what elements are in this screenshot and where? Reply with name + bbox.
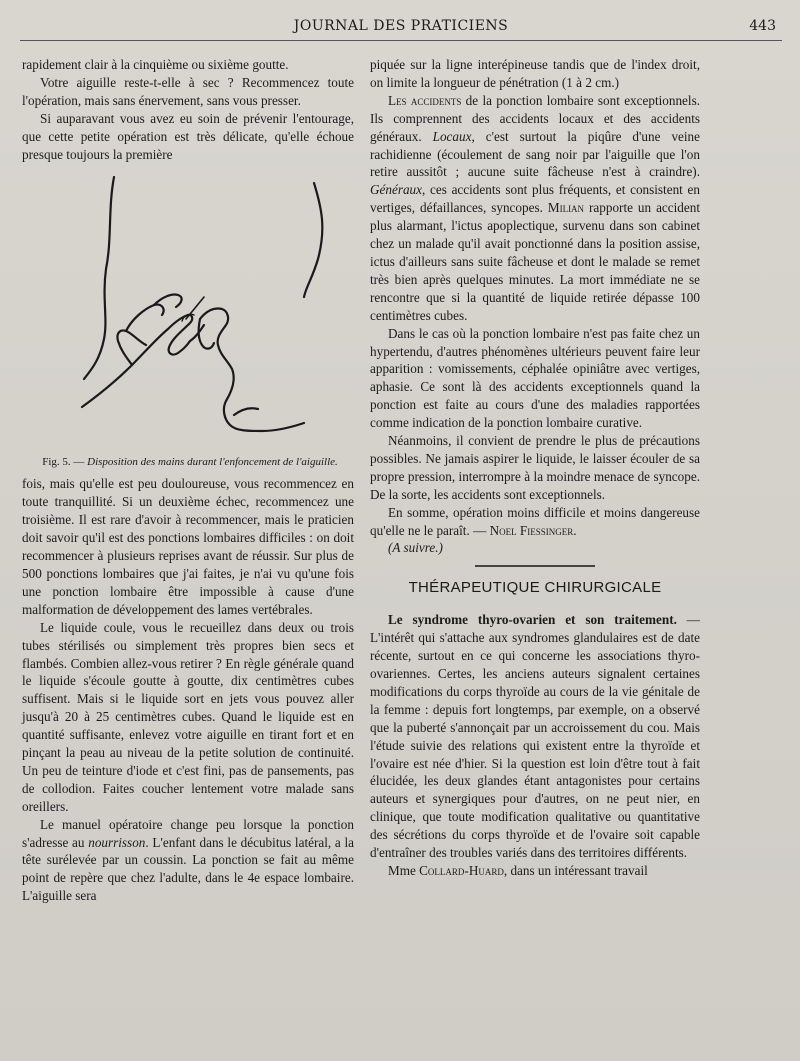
figure-hands-illustration [22,169,354,451]
figure-label: Fig. 5. — [42,456,85,469]
paragraph: Néanmoins, il convient de prendre le plus de précautions possibles. Ne jamais aspirer le liquide, le laisser écouler de sa propre pression, interrompre à la moindre menace de syncope. De la sorte, les accidents sont exceptionnels. [370,433,700,502]
text-run: — L'intérêt qui s'attache aux syndromes glandulaires est de date récente, surtout en ce qui concerne les associations thyro-ovariennes. Certes, les anciens auteurs signalent certaines modifications du corps thyroïde au cours de la vie génitale de la femme : depuis fort longtemps, par exemple, on a observé que la puberté s'annonçait par un accroissement du cou. Mais l'étude suivie des relations qui existent entre la thyroïde et l'ovaire est née d'hier. Si la question est loin d'être tout à fait élucidée, les deux glandes étant antagonistes pour certains auteurs et synergiques pour d'autres, on ne peut nier, en clinique, que toute modification qualitative ou quantitative des sécrétions du corps thyroïde et de l'ovaire soit capable d'entraîner des troubles variés dans des territoires différents. [370,612,700,861]
figure-caption-text: Disposition des mains durant l'enfoncement de l'aiguille. [87,456,338,469]
back-contour-right [304,183,322,297]
author-name: Collard-Huard [419,862,504,878]
author-name: Milian [547,200,585,216]
journal-title: JOURNAL DES PRATICIENS [293,18,509,34]
text-run: . L'enfant dans le décubitus latéral, a la tête surélevée par un coussin. La ponction se fait au même point de repère que chez l'adulte, dans le 4e espace lombaire. L'aiguille sera [22,834,354,904]
paragraph [370,862,700,880]
author-signature: Noel Fiessinger [489,522,574,538]
paragraph [370,504,700,540]
paragraph: Le liquide coule, vous le recueillez dans deux ou trois tubes stérilisés ou simplement très propres bien secs et flambés. Combien allez-vous retirer ? En règle générale quand le liquide s'écoule goutte à goutte, dix centimètres cubes suffisent. Mais si le liquide sort en jets vous pouvez aller jusqu'à 20 à 25 centimètres cubes. Quand le liquide est en quantité suffisante, enlevez votre aiguille en tirant fort et en pinçant la peau au niveau de la petite solution de continuité. Un peu de teinture d'iode et c'est fini, pas de pansements, pas de collodion. Faites coucher lentement votre malade sans oreillers. [22,619,354,814]
right-hand [200,309,234,402]
hands-needle-drawing [22,169,354,451]
page-header [20,6,782,41]
text-run: rapporte un accident plus alarmant, l'ictus apoplectique, survenu dans son cabinet chez un malade qu'il avait ponctionné dans la position assise, ictus d'ailleurs sans suite fâcheuse et dont le malade se remet très bien après quelques minutes. La mort immédiate ne se rencontre que si la quantité de liquide retirée dépasse 100 centimètres cubes. [370,200,700,323]
italic-term: Locaux [432,128,472,144]
text-run: Le manuel opératoire change peu lorsque la ponction s'adresse au [22,816,354,850]
italic-term: Généraux [370,182,422,198]
text-run: de la ponction lombaire sont exceptionnels. Ils comprennent des accidents locaux et des accidents généraux. [370,92,700,144]
small-caps-term: Les accidents [388,92,462,108]
to-be-continued: (A suivre.) [388,540,443,556]
left-hand [82,315,192,407]
figure-caption [22,455,354,469]
paragraph: Si auparavant vous avez eu soin de prévenir l'entourage, que cette petite opération est très délicate, qu'elle échoue presque toujours la première [22,110,354,162]
text-run: , dans un intéressant travail [503,862,648,878]
paragraph [22,816,354,906]
text-run: , ces accidents sont plus fréquents, et consistent en vertiges, défaillances, syncopes. [370,182,700,216]
section-divider [475,565,595,569]
paragraph: fois, mais qu'elle est peu douloureuse, vous recommencez en toute tranquillité. Si un deuxième échec, recommencez une troisième. Il est rare d'avoir à recommencer, mais le praticien doit savoir qu'il est des ponctions lombaires difficiles : on doit recommencer à plusieurs reprises avant de réussir. Sur plus de 500 ponctions lombaires que j'ai faites, je n'ai vu qu'une fois une ponction lombaire être impossible à cause d'une malformation de développement des lames vertébrales. [22,476,354,617]
page-number: 443 [749,18,776,34]
text-run: , c'est surtout la piqûre d'une veine rachidienne (écoulement de sang noir par l'aiguille que l'on retire aussitôt ; aucune suite fâcheuse n'est à craindre). [370,128,700,180]
paragraph: Votre aiguille reste-t-elle à sec ? Recommencez toute l'opération, mais sans énervement, sans vous presser. [22,74,354,108]
paragraph: piquée sur la ligne interépineuse tandis que de l'index droit, on limite la longueur de pénétration (1 à 2 cm.) [370,57,700,90]
text-run: En somme, opération moins difficile et moins dangereuse qu'elle ne le paraît. — [370,504,700,538]
italic-term: nourrisson [88,834,146,850]
text-run: . [573,522,577,538]
paragraph [370,92,700,325]
right-column [370,56,700,880]
back-contour-left [84,177,114,379]
section-title: THÉRAPEUTIQUE CHIRURGICALE [408,579,662,597]
paragraph [370,611,700,862]
paragraph: Dans le cas où la ponction lombaire n'est pas faite chez un hypertendu, d'autres phénomènes ultérieurs peuvent faire leur apparition : vomissements, céphalée opiniâtre avec vertiges, aphasie. Ce sont là des accidents exceptionnels quand la ponction est faite au cours d'une des maladies rapportées comme indication de la ponction lombaire curative. [370,325,700,431]
text-run: Mme [388,862,420,878]
left-column [22,56,354,905]
paragraph: rapidement clair à la cinquième ou sixième goutte. [22,57,289,72]
article-title: Le syndrome thyro-ovarien et son traitement. [388,612,677,628]
